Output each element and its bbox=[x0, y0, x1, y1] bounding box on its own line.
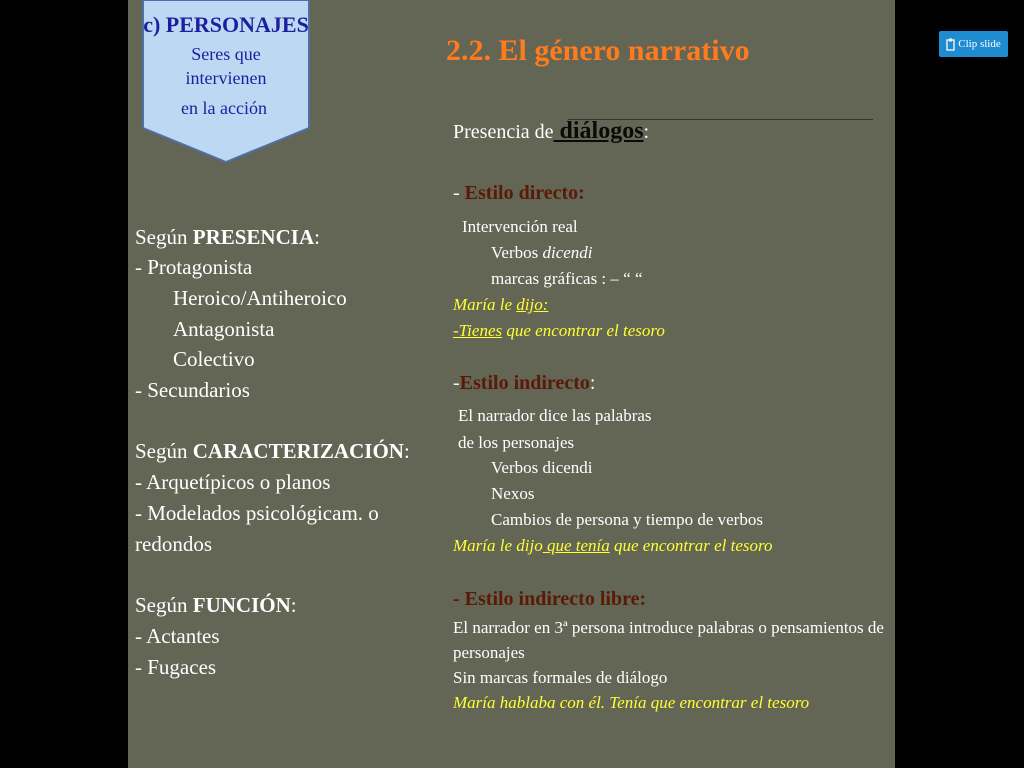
clip-icon bbox=[946, 38, 955, 51]
estilo-indirecto-heading bbox=[453, 372, 595, 395]
slide bbox=[128, 0, 895, 768]
indirecto-line-3: Verbos dicendi bbox=[491, 458, 593, 477]
slide-title: 2.2. El género narrativo bbox=[446, 34, 750, 67]
directo-line-2 bbox=[491, 243, 593, 263]
directo-example-2-b: que encontrar el tesoro bbox=[502, 321, 665, 340]
presencia-dialogos-prefix: Presencia de bbox=[453, 121, 554, 143]
funcion-key: FUNCIÓN bbox=[192, 593, 291, 617]
antagonista: Antagonista bbox=[173, 317, 275, 341]
clip-slide-label: Clip slide bbox=[958, 38, 1001, 50]
directo-line-2-prefix: Verbos bbox=[491, 243, 543, 262]
caracterizacion-heading bbox=[135, 439, 410, 464]
libre-line-2: personajes bbox=[453, 643, 525, 662]
indirecto-line-1: El narrador dice las palabras bbox=[458, 406, 652, 425]
caracterizacion-suffix: : bbox=[403, 439, 410, 463]
funcion-heading bbox=[135, 593, 297, 618]
indirecto-example bbox=[453, 536, 773, 556]
libre-line-1: El narrador en 3ª persona introduce palabras o pensamientos de bbox=[453, 618, 884, 637]
badge-heading: c) PERSONAJES bbox=[143, 12, 309, 37]
badge-line-2: intervienen bbox=[185, 68, 267, 88]
caracterizacion-prefix: Según bbox=[135, 439, 193, 463]
dialogos-keyword: diálogos bbox=[553, 118, 644, 144]
indirecto-example-c: que encontrar el tesoro bbox=[609, 536, 773, 555]
estilo-directo-dash: - bbox=[453, 182, 465, 204]
presencia-key: PRESENCIA bbox=[192, 225, 315, 249]
directo-example-1-a: María le bbox=[453, 295, 517, 314]
personajes-badge bbox=[142, 0, 310, 163]
redondos: redondos bbox=[135, 532, 212, 556]
directo-line-2-italic: dicendi bbox=[542, 243, 593, 262]
presencia-dialogos bbox=[453, 118, 649, 145]
secundarios: - Secundarios bbox=[135, 378, 250, 402]
heroico: Heroico/Antiheroico bbox=[173, 286, 347, 310]
indirecto-line-4: Nexos bbox=[491, 484, 535, 503]
estilo-libre-heading: - Estilo indirecto libre: bbox=[453, 588, 647, 610]
arquetipicos: - Arquetípicos o planos bbox=[135, 470, 331, 494]
indirecto-example-b: que tenía bbox=[542, 536, 610, 555]
indirecto-line-5: Cambios de persona y tiempo de verbos bbox=[491, 510, 763, 529]
badge-line-1: Seres que bbox=[191, 44, 261, 64]
directo-example-1-b: dijo: bbox=[516, 295, 549, 314]
presencia-heading bbox=[135, 225, 320, 250]
directo-line-3: marcas gráficas : – “ “ bbox=[491, 269, 643, 288]
directo-line-1: Intervención real bbox=[462, 217, 578, 236]
directo-example-2 bbox=[453, 321, 665, 341]
indirecto-line-2: de los personajes bbox=[458, 433, 575, 452]
badge-line-3: en la acción bbox=[181, 98, 267, 118]
presencia-suffix: : bbox=[314, 225, 320, 249]
colectivo: Colectivo bbox=[173, 347, 255, 371]
directo-example-1 bbox=[453, 295, 548, 315]
presencia-prefix: Según bbox=[135, 225, 193, 249]
directo-example-2-a: -Tienes bbox=[453, 321, 503, 340]
libre-example: María hablaba con él. Tenía que encontrar el tesoro bbox=[453, 693, 810, 712]
estilo-indirecto-colon: : bbox=[589, 372, 596, 394]
estilo-indirecto-dash: - bbox=[453, 372, 460, 394]
funcion-suffix: : bbox=[290, 593, 297, 617]
caracterizacion-key: CARACTERIZACIÓN bbox=[192, 439, 404, 463]
protagonista: - Protagonista bbox=[135, 255, 253, 279]
estilo-directo-heading bbox=[453, 182, 585, 205]
modelados: - Modelados psicológicam. o bbox=[135, 501, 379, 525]
fugaces: - Fugaces bbox=[135, 655, 217, 679]
presencia-dialogos-suffix: : bbox=[643, 121, 650, 143]
estilo-directo-label: Estilo directo: bbox=[464, 182, 585, 204]
clip-slide-button[interactable] bbox=[939, 31, 1008, 57]
actantes: - Actantes bbox=[135, 624, 220, 648]
libre-line-3: Sin marcas formales de diálogo bbox=[453, 668, 668, 687]
indirecto-example-a: María le dijo bbox=[453, 536, 543, 555]
funcion-prefix: Según bbox=[135, 593, 193, 617]
estilo-indirecto-label: Estilo indirecto bbox=[459, 372, 590, 394]
